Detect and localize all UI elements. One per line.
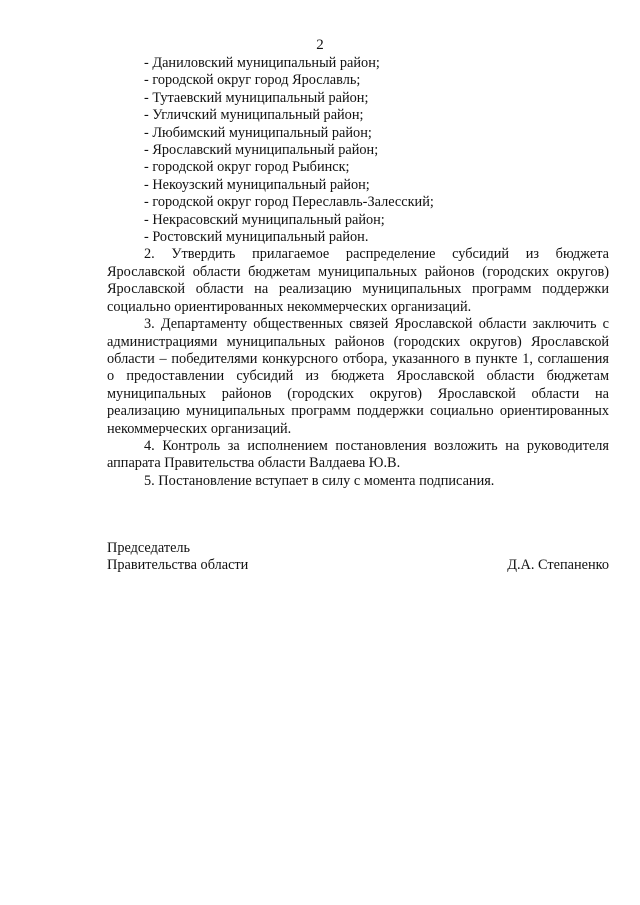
paragraph-2: 2. Утвердить прилагаемое распределение субсидий из бюджета Ярославской области бюджетам муниципальных районов (городских округов) Ярославской области на реализацию муниципальных программ поддержки социально ориентированных некоммерческих организаций. [107,246,609,315]
signature-block [107,540,609,575]
list-item: - Некоузский муниципальный район; [144,176,370,193]
list-item: - Некрасовский муниципальный район; [144,211,385,228]
list-item: - городской округ город Ярославль; [144,72,361,89]
paragraph-3: 3. Департаменту общественных связей Ярославской области заключить с администрациями муниципальных районов (городских округов) Ярославской области – победителями конкурсного отбора, указанного в пункте 1, соглашения о предоставлении субсидий из бюджета Ярославской области бюджетам муниципальных районов (городских округов) Ярославской области на реализацию муниципальных программ поддержки социально ориентированных некоммерческих организаций. [107,316,609,437]
signatory-title-line2: Правительства области [107,557,249,574]
list-item: - Угличский муниципальный район; [144,107,364,124]
signatory-name: Д.А. Степаненко [507,557,609,574]
list-item: - Тутаевский муниципальный район; [144,89,369,106]
signature-row [107,557,609,574]
list-item: - городской округ город Переславль-Залесский; [144,194,434,211]
signatory-title-line1: Председатель [107,540,191,556]
list-item: - Даниловский муниципальный район; [144,55,380,71]
list-item: - Любимский муниципальный район; [144,124,372,141]
paragraph-4: 4. Контроль за исполнением постановления возложить на руководителя аппарата Правительства области Валдаева Ю.В. [107,437,609,472]
page-number: 2 [316,37,324,53]
list-item: - городской округ город Рыбинск; [144,159,350,176]
district-list [107,55,609,246]
document-body [107,55,609,490]
paragraph-5: 5. Постановление вступает в силу с момента подписания. [144,472,495,489]
list-item: - Ярославский муниципальный район; [144,142,379,159]
list-item: - Ростовский муниципальный район. [144,229,369,246]
